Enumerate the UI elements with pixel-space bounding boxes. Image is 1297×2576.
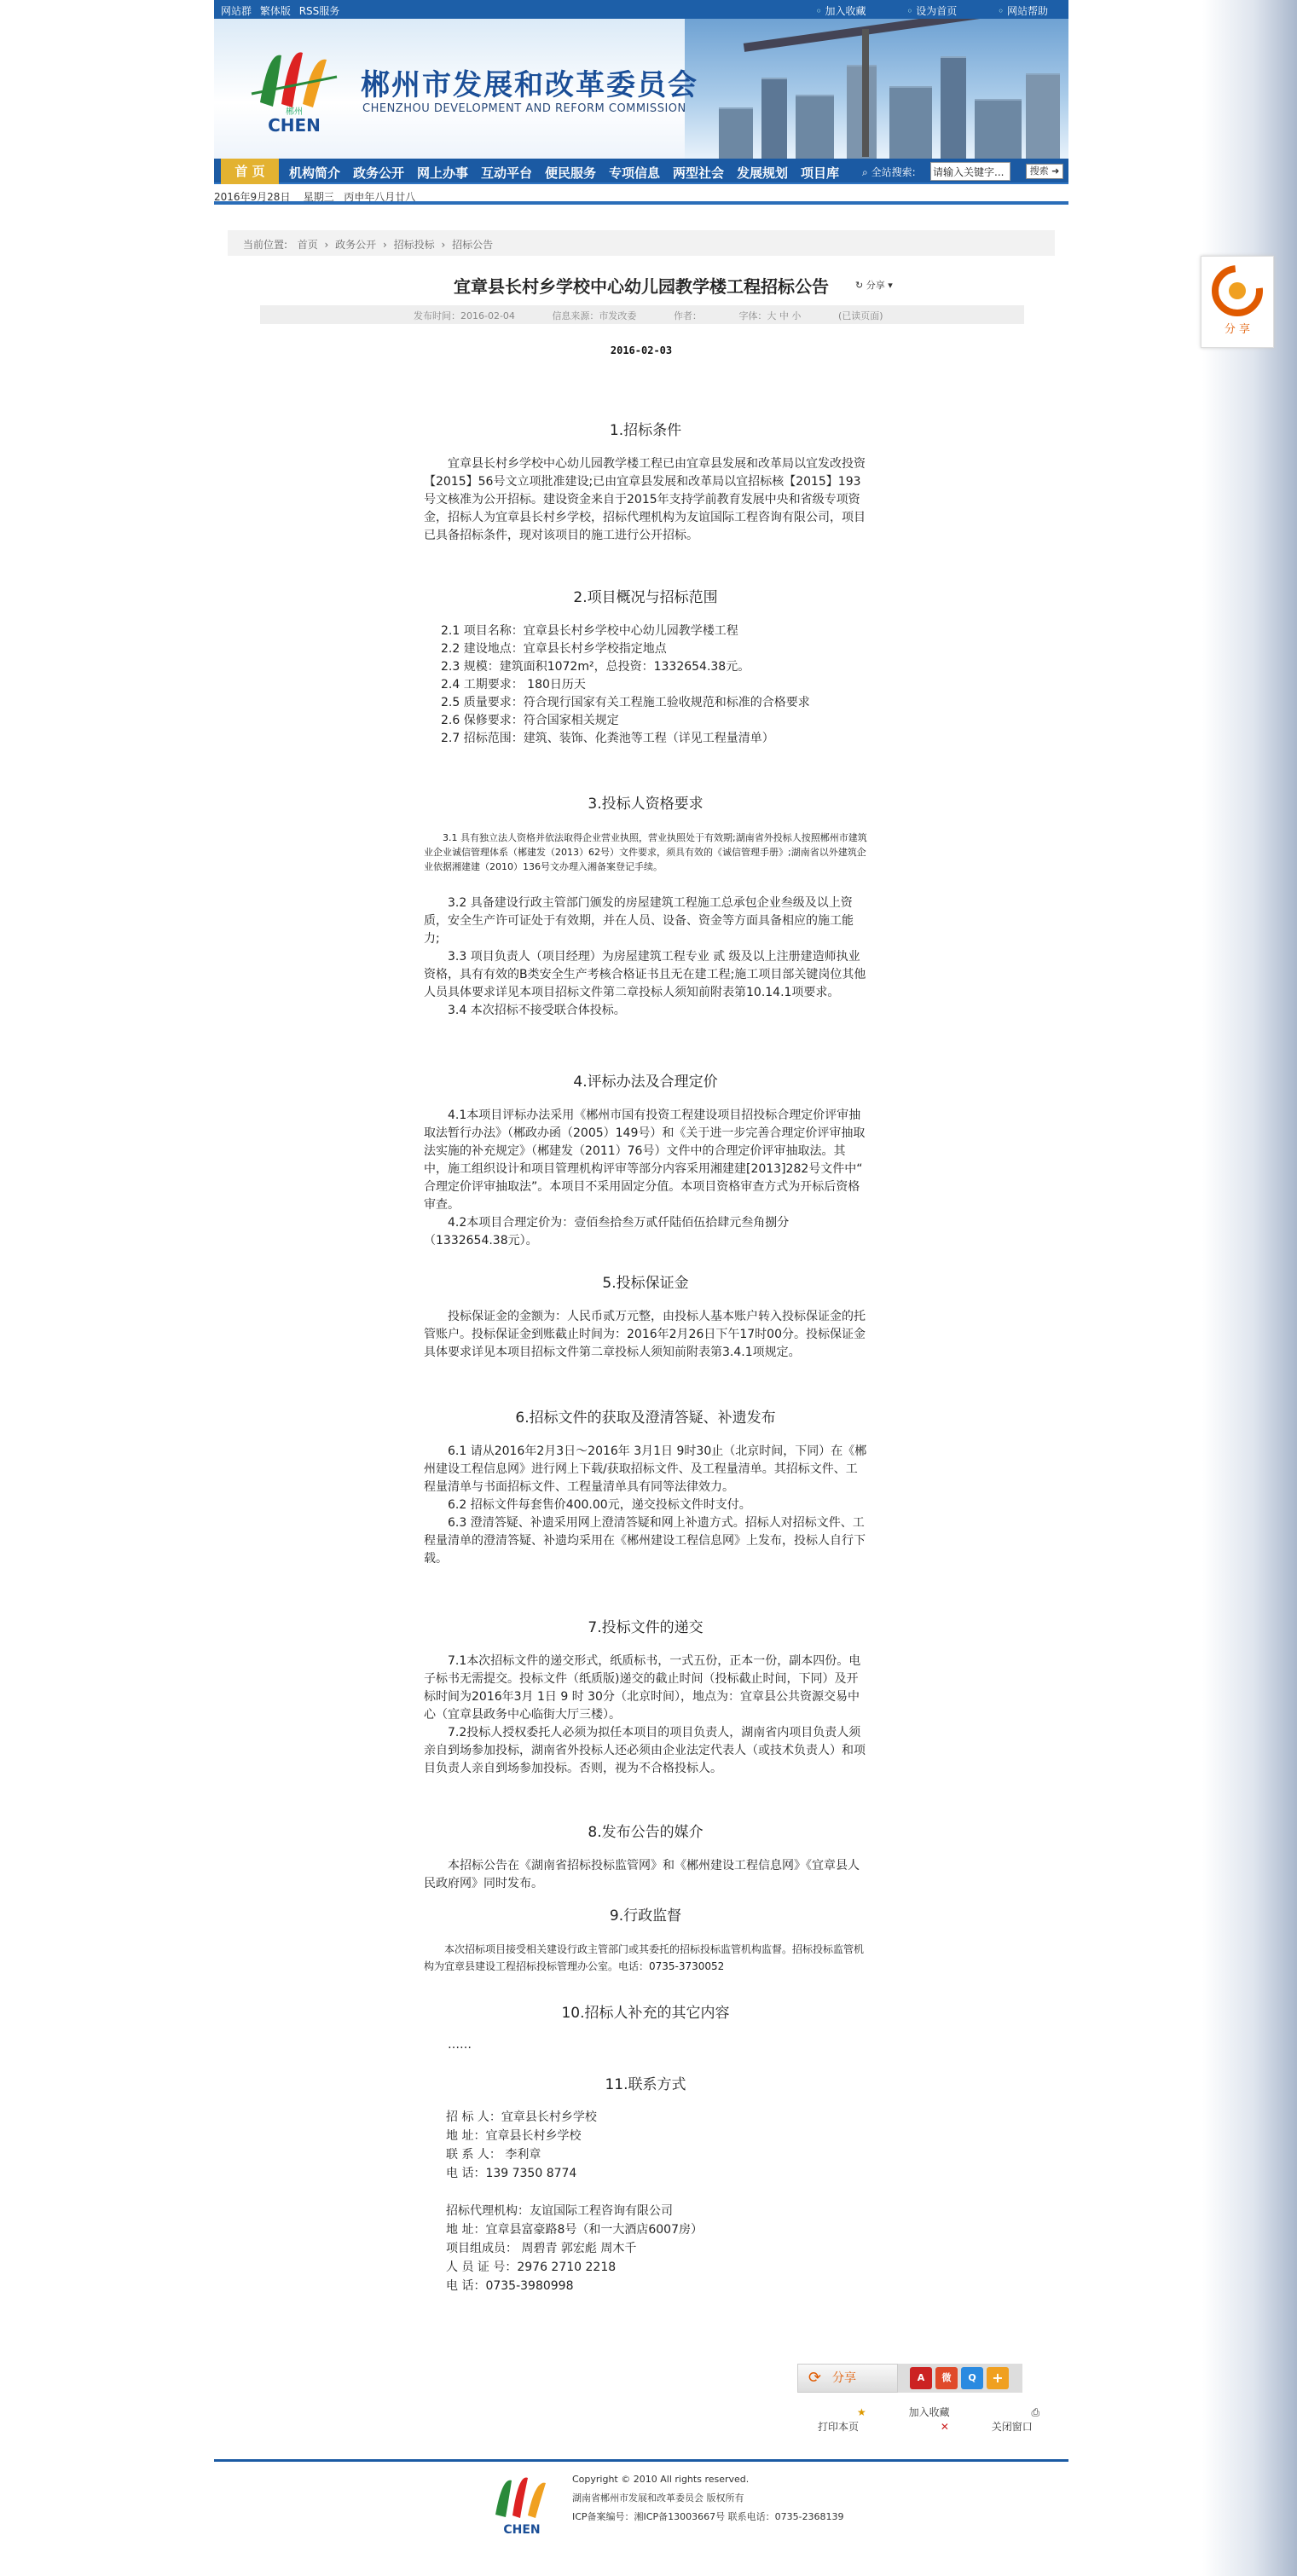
share-link[interactable]: ↻ 分享 ▾ — [855, 280, 893, 291]
section-body — [424, 1308, 867, 1362]
paragraph: 投标保证金的金额为：人民币贰万元整，由投标人基本账户转入投标保证金的托管账户。投标保证金到账截止时间为：2016年2月26日下午17时00分。投标保证金具体要求详见本项目招标文件第二章投标人须知前附表第3.4.1项规定。 — [424, 1310, 866, 1359]
section-heading: 1.招标条件 — [609, 422, 682, 439]
nav-item-service[interactable]: 便民服务 — [545, 165, 597, 181]
chevron-right-icon: › — [441, 239, 446, 251]
paragraph: 6.3 澄清答疑、补遗采用网上澄清答疑和网上补遗方式。招标人对招标文件、工程量清单的澄清答疑、补遗均采用在《郴州建设工程信息网》上发布，投标人自行下载。 — [424, 1516, 866, 1566]
article-title: 宜章县长村乡学校中心幼儿园教学楼工程招标公告 — [454, 276, 829, 297]
section-body — [424, 622, 867, 748]
search-label: 全站搜索: — [871, 166, 916, 178]
floating-share-widget[interactable] — [1201, 256, 1274, 348]
icp-info: ICP备案编号：湘ICP备13003667号 联系电话：0735-2368139 — [572, 2511, 844, 2522]
info-source: 信息来源：市发改委 — [552, 310, 637, 321]
print-link[interactable]: ⎙ 打印本页 — [818, 2406, 1040, 2433]
list-item: 2.6 保修要求：符合国家相关规定 — [441, 714, 619, 727]
weibo-icon[interactable]: 微 — [935, 2367, 958, 2389]
toplink-help[interactable]: ◦ 网站帮助 — [998, 5, 1048, 17]
section-body — [424, 1857, 867, 1893]
nav-item-plan[interactable]: 发展规划 — [737, 165, 789, 181]
section-body — [424, 455, 867, 545]
star-icon: ★ — [857, 2406, 866, 2418]
toplink-traditional[interactable]: 繁体版 — [259, 5, 291, 17]
chevron-down-icon: ▾ — [888, 280, 893, 291]
toplink-site-group[interactable]: 网站群 — [221, 5, 252, 17]
print-icon: ⎙ — [1031, 2406, 1040, 2418]
nav-home[interactable]: 首 页 — [221, 159, 279, 184]
section-body — [424, 1941, 867, 1975]
paragraph: 3.2 具备建设行政主管部门颁发的房屋建筑工程施工总承包企业叁级及以上资质，安全生产许可证处于有效期，并在人员、设备、资金等方面具备相应的施工能力; — [424, 896, 854, 946]
crane-tower — [862, 29, 869, 157]
nav-item-special[interactable]: 专项信息 — [609, 165, 661, 181]
paragraph: 3.3 项目负责人（项目经理）为房屋建筑工程专业 贰 级及以上注册建造师执业资格，具有有效的B类安全生产考核合格证书且无在建工程;施工项目部关键岗位其他人员具体要求详见本项目招标文件第二章投标人须知前附表第10.14.1项要求。 — [424, 950, 866, 999]
search-input[interactable]: 请输入关键字... — [930, 162, 1010, 181]
section-heading: 10.招标人补充的其它内容 — [561, 2005, 730, 2022]
section-heading: 3.投标人资格要求 — [588, 796, 704, 813]
list-item: 2.3 规模：建筑面积1072m²，总投资：1332654.38元。 — [441, 660, 750, 674]
paragraph: 6.1 请从2016年2月3日～2016年 3月1日 9时30止（北京时间，下同）在《郴州建设工程信息网》进行网上下载/获取招标文件、及工程量清单。其招标文件、工程量清单与书面招标文件、工程量清单具有同等法律效力。 — [424, 1444, 867, 1494]
floating-share-label: 分 享 — [1224, 323, 1251, 336]
copyright: Copyright © 2010 All rights reserved. — [572, 2474, 750, 2485]
breadcrumb — [228, 230, 1055, 256]
site-subtitle: CHENZHOU DEVELOPMENT AND REFORM COMMISSION — [362, 102, 686, 115]
author: 作者： — [673, 310, 702, 321]
logo-text: CHEN — [268, 115, 321, 136]
site-title: 郴州市发展和改革委员会 — [361, 68, 698, 102]
top-links-bar — [214, 0, 1068, 19]
owner: 湖南省郴州市发展和改革委员会 版权所有 — [572, 2492, 744, 2504]
contact-block — [424, 2108, 867, 2295]
section-body — [424, 1107, 867, 1250]
logo-small-text: 郴州 — [286, 107, 303, 117]
section-heading: 8.发布公告的媒介 — [588, 1824, 704, 1841]
add-favorite-link[interactable]: ★ 加入收藏 — [857, 2406, 950, 2418]
section-heading: 11.联系方式 — [605, 2076, 686, 2093]
nav-item-public[interactable]: 政务公开 — [353, 165, 405, 181]
banner-skyline-image — [685, 19, 1068, 159]
toplink-rss[interactable]: RSS服务 — [298, 5, 340, 17]
nav-item-projects[interactable]: 项目库 — [801, 165, 840, 181]
nav-item-twotype[interactable]: 两型社会 — [673, 165, 725, 181]
view-count: (已读页面) — [837, 310, 883, 321]
share-bar — [797, 2364, 1022, 2393]
paragraph: 本次招标项目接受相关建设行政主管部门或其委托的招标投标监管机构监督。招标投标监管机构为宜章县建设工程招标投标管理办公室。电话：0735-3730052 — [424, 1943, 865, 1972]
nav-item-online[interactable]: 网上办事 — [417, 165, 469, 181]
breadcrumb-public[interactable]: 政务公开 — [335, 239, 377, 251]
chevron-right-icon: › — [383, 239, 387, 251]
breadcrumb-home[interactable]: 首页 — [297, 239, 318, 251]
date-bar — [214, 186, 1068, 205]
qzone-icon[interactable]: Q — [961, 2367, 983, 2389]
font-size-switch[interactable]: 字体：大 中 小 — [738, 310, 802, 321]
close-icon: ✕ — [940, 2421, 949, 2433]
contact-line: 地 址：宜章县长村乡学校 — [446, 2129, 582, 2143]
share-icon: ↻ — [855, 280, 864, 291]
publish-time: 发布时间：2016-02-04 — [414, 310, 515, 321]
nav-item-interact[interactable]: 互动平台 — [481, 165, 533, 181]
section-body — [424, 831, 867, 1020]
list-item: 2.1 项目名称：宜章县长村乡学校中心幼儿园教学楼工程 — [441, 624, 738, 638]
section-body — [424, 1443, 867, 1568]
section-heading: 5.投标保证金 — [602, 1275, 689, 1292]
page-container — [214, 0, 1068, 2576]
share-button[interactable]: ⟳ 分享 — [797, 2364, 898, 2393]
share-logo-icon: ⟳ — [808, 2369, 822, 2387]
list-item: 2.7 招标范围：建筑、装饰、化粪池等工程（详见工程量清单） — [441, 732, 774, 745]
list-item: 2.2 建设地点：宜章县长村乡学校指定地点 — [441, 642, 667, 656]
lunar-date: 丙申年八月廿八 — [344, 191, 416, 203]
paragraph: 7.2投标人授权委托人必须为拟任本项目的项目负责人，湖南省内项目负责人须亲自到场参加投标，湖南省外投标人还必须由企业法定代表人（或技术负责人）和项目负责人亲自到场参加投标。否则，视为不合格投标人。 — [424, 1726, 866, 1775]
contact-line: 地 址：宜章县富豪路8号（和一大酒店6007房） — [446, 2223, 703, 2237]
contact-line: 招 标 人：宜章县长村乡学校 — [446, 2110, 597, 2124]
contact-line: 招标代理机构：友谊国际工程咨询有限公司 — [446, 2204, 673, 2218]
chevron-right-icon: › — [324, 239, 329, 251]
breadcrumb-label: 当前位置: — [243, 239, 288, 251]
footer-logo — [483, 2470, 560, 2538]
more-icon[interactable]: + — [987, 2367, 1009, 2389]
breadcrumb-notice[interactable]: 招标公告 — [452, 239, 494, 251]
section-body — [424, 1653, 867, 1778]
adobe-pdf-icon[interactable]: A — [910, 2367, 932, 2389]
section-heading: 4.评标办法及合理定价 — [573, 1074, 718, 1091]
article-meta — [260, 305, 1024, 324]
bottom-links — [779, 2405, 1068, 2434]
contact-line: 人 员 证 号：2976 2710 2218 — [446, 2261, 617, 2274]
paragraph: 4.2本项目合理定价为：壹佰叁拾叁万贰仟陆佰伍拾肆元叁角捌分（1332654.38元）。 — [424, 1216, 790, 1247]
current-date: 2016年9月28日 — [214, 191, 291, 203]
share-logo-icon — [1212, 265, 1263, 316]
paragraph: 7.1本次招标文件的递交形式，纸质标书，一式五份，正本一份，副本四份。电子标书无需提交。投标文件（纸质版)递交的截止时间（投标截止时间，下同）及开标时间为2016年3月 1日 9 时 30分（北京时间），地点为：宜章县公共资源交易中心（宜章县政务中心临街大厅三楼）。 — [424, 1654, 861, 1722]
contact-line: 项目组成员： 周碧青 郭宏彪 周木千 — [446, 2242, 637, 2255]
contact-line: 电 话：139 7350 8774 — [446, 2167, 577, 2180]
paragraph: 本招标公告在《湖南省招标投标监管网》和《郴州建设工程信息网》《宜章县人民政府网》同时发布。 — [424, 1859, 860, 1890]
paragraph: 4.1本项目评标办法采用《郴州市国有投资工程建设项目招投标合理定价评审抽取法暂行办法》（郴政办函（2005）149号）和《关于进一步完善合理定价评审抽取法实施的补充规定》（郴建发（2011）76号）文件中的合理定价评审抽取法。其中，施工组织设计和项目管理机构评审等部分内容采用湘建建[2013]282号文件中“ 合理定价评审抽取法”。本项目不采用固定分值。本项目资格审查方式为开标后资格审查。 — [424, 1109, 866, 1212]
paragraph: …… — [448, 2038, 472, 2052]
article-date: 2016-02-03 — [610, 344, 673, 356]
list-item: 2.5 质量要求：符合现行国家有关工程施工验收规范和标准的合格要求 — [441, 696, 810, 709]
site-logo — [243, 43, 345, 136]
main-nav — [214, 159, 1068, 184]
breadcrumb-bidding[interactable]: 招标投标 — [393, 239, 435, 251]
arrow-right-icon: ➜ — [1051, 165, 1060, 177]
paragraph: 3.4 本次招标不接受联合体投标。 — [448, 1004, 626, 1017]
toplink-homepage[interactable]: ◦ 设为首页 — [906, 5, 957, 17]
section-heading: 7.投标文件的递交 — [588, 1619, 704, 1636]
section-body — [424, 2036, 867, 2054]
footer — [214, 2459, 1068, 2544]
contact-line: 电 话：0735-3980998 — [446, 2279, 574, 2293]
nav-item-org[interactable]: 机构简介 — [289, 165, 341, 181]
search-icon: ⌕ — [862, 166, 868, 178]
paragraph: 6.2 招标文件每套售价400.00元，递交投标文件时支付。 — [448, 1498, 751, 1512]
toplink-favorite[interactable]: ◦ 加入收藏 — [816, 5, 866, 17]
svg-text:CHEN: CHEN — [503, 2523, 541, 2537]
list-item: 2.4 工期要求： 180日历天 — [441, 678, 586, 692]
contact-line: 联 系 人： 李利章 — [446, 2148, 541, 2162]
paragraph: 宜章县长村乡学校中心幼儿园教学楼工程已由宜章县发展和改革局以宜发改投资【2015】56号文立项批准建设;已由宜章县发展和改革局以宜招标核【2015】193号文核准为公开招标。建设资金来自于2015年支持学前教育发展中央和省级专项资金，招标人为宜章县长村乡学校，招标代理机构为友谊国际工程咨询有限公司，项目已具备招标条件，现对该项目的施工进行公开招标。 — [424, 457, 866, 542]
section-heading: 9.行政监督 — [609, 1907, 682, 1925]
search-button[interactable]: 搜索 ➜ — [1026, 164, 1063, 179]
paragraph: 3.1 具有独立法人资格并依法取得企业营业执照，营业执照处于有效期;湖南省外投标人按照郴州市建筑业企业诚信管理体系（郴建发（2013）62号）文件要求，须具有效的《诚信管理手册》;湖南省以外建筑企业依据湘建建（2010）136号文办理入湘备案登记手续。 — [424, 832, 867, 872]
section-heading: 2.项目概况与招标范围 — [573, 589, 718, 606]
current-weekday: 星期三 — [303, 191, 334, 203]
site-banner — [214, 19, 1068, 159]
section-heading: 6.招标文件的获取及澄清答疑、补遗发布 — [515, 1410, 776, 1427]
footer-text — [572, 2470, 844, 2527]
close-window-link[interactable]: ✕ 关闭窗口 — [940, 2421, 1033, 2433]
